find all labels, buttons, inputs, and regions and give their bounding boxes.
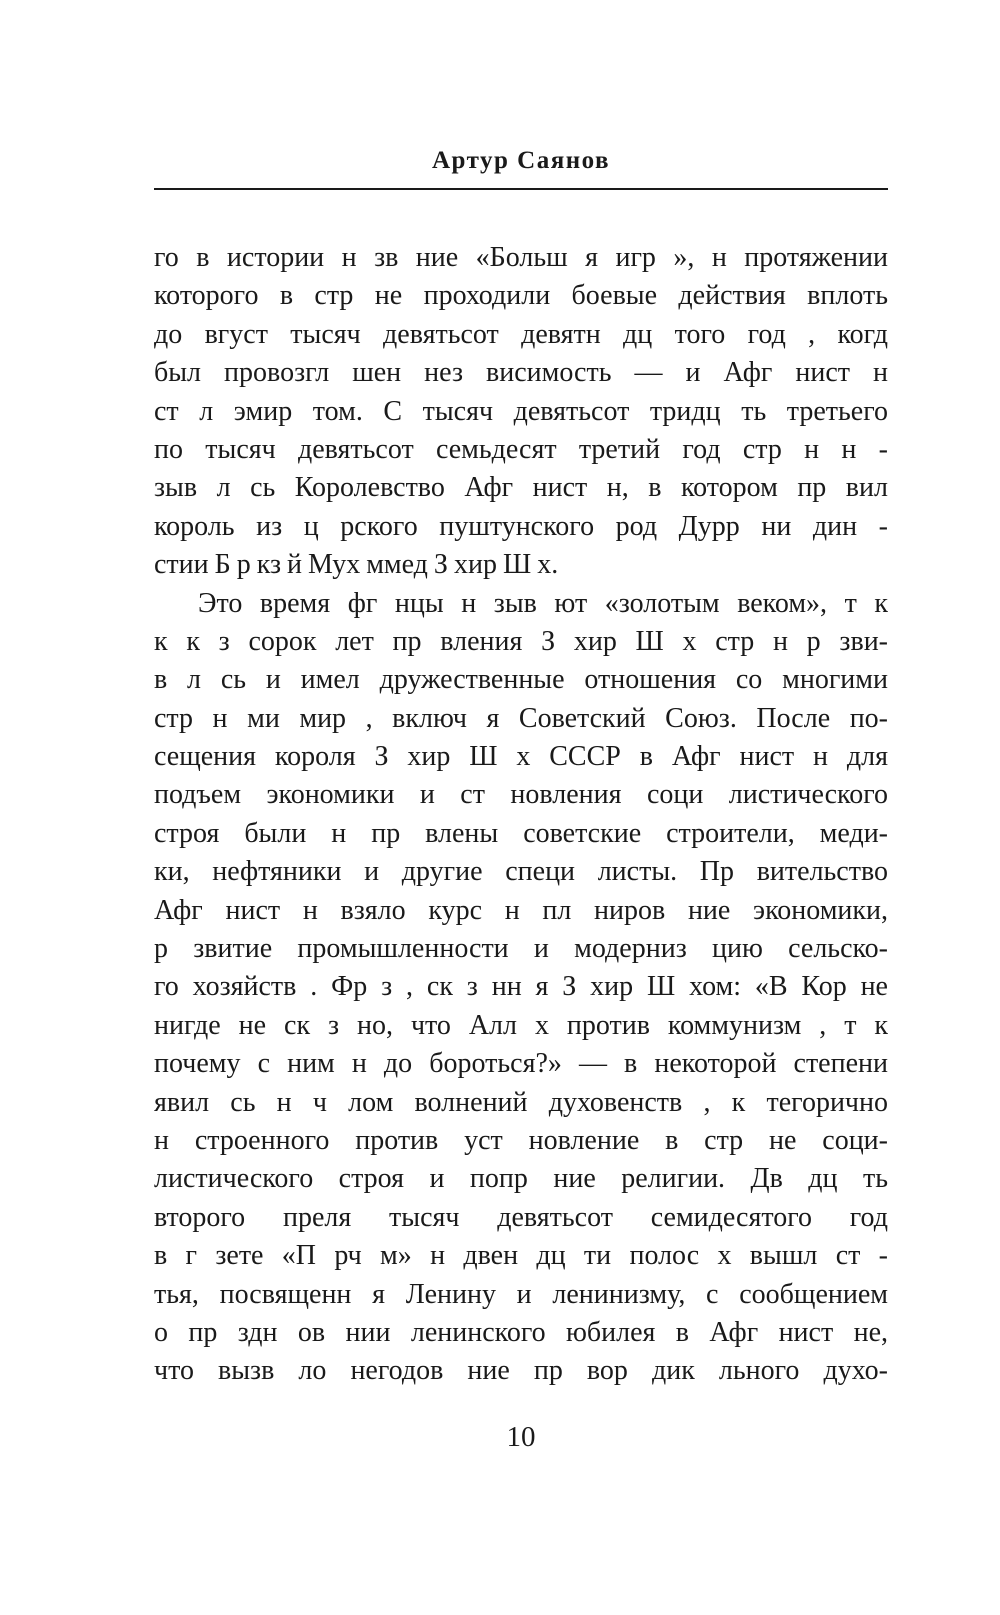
- text-line: которого в стр не проходили боевые действия вплоть: [154, 280, 888, 312]
- text-line: сещения короля З хир Ш х СССР в Афг нист н для: [154, 741, 888, 773]
- text-line: о пр здн ов нии ленинского юбилея в Афг нист не,: [154, 1316, 888, 1348]
- text-line: нигде не ск з но, что Алл х против коммунизм , т к: [154, 1009, 888, 1041]
- text-line: н строенного против уст новление в стр не соци-: [154, 1124, 888, 1156]
- text-line: к к з сорок лет пр вления З хир Ш х стр н р зви-: [154, 625, 888, 657]
- text-line: почему с ним н до бороться?» — в некоторой степени: [154, 1048, 888, 1080]
- text-line: в г зете «П рч м» н двен дц ти полос х вышл ст -: [154, 1240, 888, 1272]
- header-rule: [154, 188, 888, 190]
- text-line: король из ц рского пуштунского род Дурр ни дин -: [154, 510, 888, 542]
- text-line: листического строя и попр ние религии. Дв дц ть: [154, 1163, 888, 1195]
- text-line: по тысяч девятьсот семьдесят третий год стр н н -: [154, 433, 888, 465]
- text-line: что вызв ло негодов ние пр вор дик льного духо-: [154, 1355, 888, 1387]
- text-line: тья, посвященн я Ленину и ленинизму, с сообщением: [154, 1278, 888, 1310]
- text-line: строя были н пр влены советские строители, меди-: [154, 817, 888, 849]
- text-line: го хозяйств . Фр з , ск з нн я З хир Ш хом: «В Кор не: [154, 971, 888, 1003]
- text-line: второго преля тысяч девятьсот семидесятого год: [154, 1201, 888, 1233]
- text-line: до вгуст тысяч девятьсот девятн дц того год , когд: [154, 318, 888, 350]
- text-line: стр н ми мир , включ я Советский Союз. После по-: [154, 702, 888, 734]
- text-line: зыв л сь Королевство Афг нист н, в котором пр вил: [154, 472, 888, 504]
- text-line: го в истории н зв ние «Больш я игр », н протяжении: [154, 242, 888, 273]
- text-line-paragraph-end: стии Б р кз й Мух ммед З хир Ш х.: [154, 549, 559, 581]
- text-line: р звитие промышленности и модерниз цию сельско-: [154, 933, 888, 965]
- text-line: Афг нист н взяло курс н пл ниров ние экономики,: [154, 894, 888, 926]
- text-line: ст л эмир том. С тысяч девятьсот тридц ть третьего: [154, 395, 888, 427]
- text-line: был провозгл шен нез висимость — и Афг нист н: [154, 357, 888, 389]
- body-text: [154, 239, 888, 1391]
- text-line: подъем экономики и ст новления соци листического: [154, 779, 888, 811]
- text-line: ки, нефтяники и другие специ листы. Пр вительство: [154, 856, 888, 888]
- page-number: 10: [506, 1421, 536, 1453]
- text-line: явил сь н ч лом волнений духовенств , к тегорично: [154, 1086, 888, 1118]
- text-line: в л сь и имел дружественные отношения со многими: [154, 664, 888, 696]
- text-line-paragraph-start: Это время фг нцы н зыв ют «золотым веком», т к: [198, 587, 888, 619]
- running-head-author: Артур Саянов: [431, 147, 611, 174]
